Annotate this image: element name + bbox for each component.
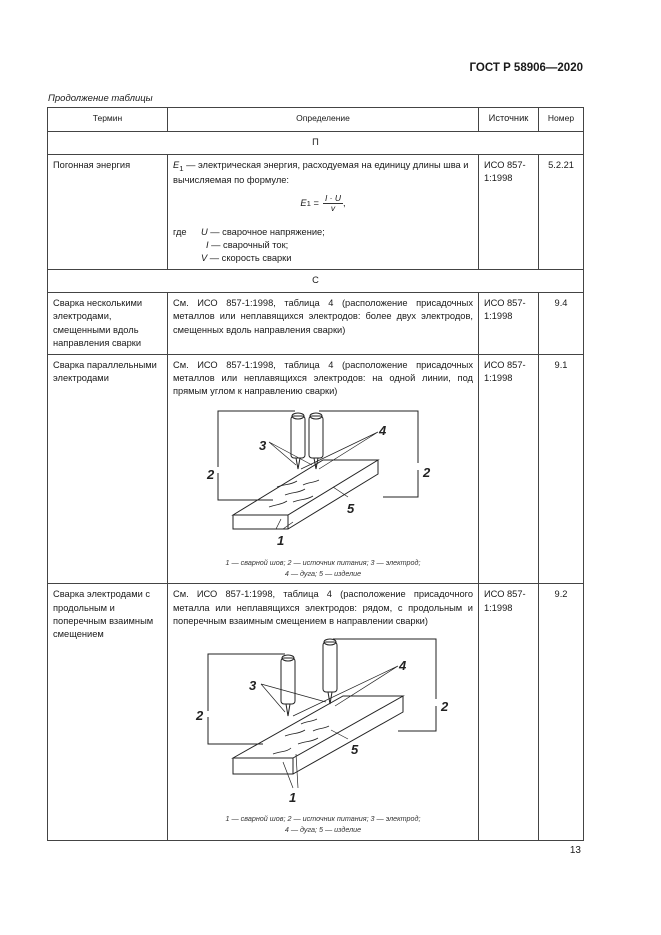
col-header-definition: Определение [168, 108, 479, 132]
page-number: 13 [569, 845, 581, 856]
figure-caption: 1 — сварной шов; 2 — источник питания; 3 — электрод; 4 — дуга; 5 — изделие [225, 557, 421, 578]
term-cell: Сварка параллельными электродами [48, 355, 168, 584]
term-cell: Сварка несколькими электродами, смещенными вдоль направления сварки [48, 293, 168, 355]
table-row [48, 155, 584, 270]
figure-label-3: 3 [249, 677, 257, 693]
figure-label-3: 3 [259, 437, 267, 453]
figure-parallel-electrodes [173, 407, 473, 556]
section-letter: С [48, 270, 584, 293]
section-row-p [48, 132, 584, 155]
definition-text: См. ИСО 857-1:1998, таблица 4 (расположение присадочных металлов или неплавящихся электродов: на одной линии, под прямым углом к направлению сварки) [173, 360, 473, 397]
formula-legend: где U — сварочное напряжение; I — сварочный ток; V — скорость сварки [173, 226, 325, 264]
term-cell: Сварка электродами с продольным и поперечным взаимным смещением [48, 584, 168, 840]
figure-label-2-right: 2 [441, 698, 449, 714]
source-cell: ИСО 857-1:1998 [479, 293, 539, 355]
number-cell: 9.4 [539, 293, 584, 355]
figure-label-1: 1 [289, 789, 297, 805]
term-cell: Погонная энергия [48, 155, 168, 270]
figure-label-4: 4 [399, 657, 407, 673]
definition-text: См. ИСО 857-1:1998, таблица 4 (расположение присадочного металла или неплавящихся электродов: рядом, с продольным и поперечным взаимным смещением в направлении сварки) [173, 589, 473, 626]
workpiece-outline [233, 696, 403, 758]
number-cell: 5.2.21 [539, 155, 584, 270]
table-header-row [48, 108, 584, 132]
source-cell: ИСО 857-1:1998 [479, 584, 539, 840]
figure-label-5: 5 [347, 500, 355, 516]
table-continuation-label: Продолжение таблицы [48, 93, 153, 104]
figure-offset-electrodes [173, 636, 473, 812]
figure-label-2-right: 2 [423, 464, 431, 480]
figure-caption: 1 — сварной шов; 2 — источник питания; 3 — электрод; 4 — дуга; 5 — изделие [225, 814, 421, 834]
definition-text: $E_1$ — электрическая энергия, расходуемая на единицу длины шва и вычисляемая по формуле: [173, 160, 469, 185]
source-cell: ИСО 857-1:1998 [479, 355, 539, 584]
welding-diagram [173, 407, 473, 552]
col-header-number: Номер [539, 108, 584, 132]
definition-cell [168, 355, 479, 584]
figure-label-5: 5 [351, 741, 359, 757]
terms-table [47, 107, 584, 841]
figure-label-2-left: 2 [196, 707, 204, 723]
figure-label-1: 1 [277, 532, 285, 548]
source-cell: ИСО 857-1:1998 [479, 155, 539, 270]
energy-formula: E 1 = $\frac{I \cdot U}{v}$ , [300, 193, 346, 214]
definition-cell: См. ИСО 857-1:1998, таблица 4 (расположение присадочных металлов или неплавящихся электродов: более двух электродов, смещенных вдоль направления сварки) [168, 293, 479, 355]
table-row [48, 584, 584, 840]
number-cell: 9.2 [539, 584, 584, 840]
col-header-term: Термин [48, 108, 168, 132]
standard-number: ГОСТ Р 58906—2020 [469, 62, 583, 74]
figure-label-4: 4 [379, 422, 387, 438]
welding-diagram [173, 636, 473, 808]
section-letter: П [48, 132, 584, 155]
number-cell: 9.1 [539, 355, 584, 584]
definition-cell [168, 584, 479, 840]
figure-label-2-left: 2 [207, 466, 215, 482]
col-header-source: Источник [479, 108, 539, 132]
definition-cell [168, 155, 479, 270]
table-row [48, 293, 584, 355]
table-row [48, 355, 584, 584]
section-row-c [48, 270, 584, 293]
